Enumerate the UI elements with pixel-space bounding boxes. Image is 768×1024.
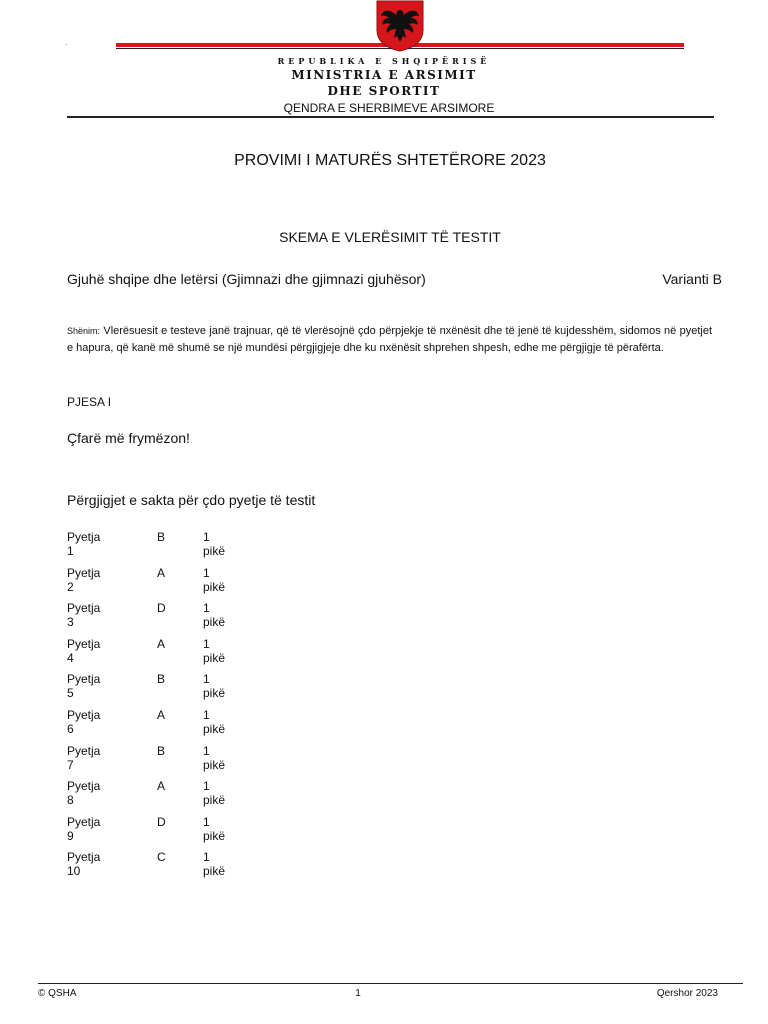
ministry-name [0,67,768,99]
part-heading: PJESA I [67,395,112,409]
points-value: 1 pikë [203,672,226,701]
question-label: Pyetja 9 [67,814,101,843]
answer-letter: A [157,779,166,794]
points-value: 1 pikë [203,601,226,630]
answer-letter: A [157,636,166,651]
answer-letter: A [157,565,166,580]
answer-letter: B [157,672,166,687]
footer-date: Qershor 2023 [656,988,718,999]
answer-letter: C [157,850,166,865]
points-value: 1 pikë [203,565,226,594]
points-value: 1 pikë [203,743,226,772]
question-label: Pyetja 7 [67,743,101,772]
page-subtitle: SKEMA E VLERËSIMIT TË TESTIT [279,229,501,245]
answer-letter: B [157,530,166,544]
note-text: Vlerësuesit e testeve janë trajnuar, që të vlerësojnë çdo përpjekje të nxënësit dhe të jenë të kujdesshëm, sidomos në pyetjet e hapura, që kanë më shumë se një mundësi përgjigjeje dhe ku nxënësit shprehen shpesh, edhe me përgjigje të përafërta. [67,325,712,354]
center-name: QENDRA E SHERBIMEVE ARSIMORE [283,101,495,115]
points-value: 1 pikë [203,636,226,665]
albanian-eagle-emblem-icon [375,0,425,52]
header-divider [67,116,714,118]
subject-label: Gjuhë shqipe dhe letërsi (Gjimnazi dhe gjimnazi gjuhësor) [67,271,426,287]
note-paragraph [67,323,712,357]
points-value: 1 pikë [203,530,226,558]
question-label: Pyetja 1 [67,530,101,558]
footer-divider [38,983,743,984]
question-label: Pyetja 3 [67,601,101,630]
question-label: Pyetja 4 [67,636,101,665]
answer-letter: B [157,743,166,758]
page-title: PROVIMI I MATURËS SHTETËRORE 2023 [234,152,546,169]
points-value: 1 pikë [203,814,226,843]
ministry-line-2: DHE SPORTIT [327,84,441,98]
theme-heading: Çfarë më frymëzon! [67,430,190,446]
variant-label: Varianti B [662,271,722,287]
answer-letter: A [157,707,166,722]
ministry-line-1: MINISTRIA E ARSIMIT [291,68,477,82]
question-label: Pyetja 8 [67,779,101,808]
question-label: Pyetja 2 [67,565,101,594]
note-label: Shënim: [67,326,101,336]
footer-copyright: © QSHA [38,988,77,999]
points-value: 1 pikë [203,707,226,736]
answers-heading: Përgjigjet e sakta për çdo pyetje të testit [67,492,316,508]
answer-letter: D [157,814,166,829]
points-value: 1 pikë [203,779,226,808]
republic-label: REPUBLIKA E SHQIPËRISË [277,56,491,66]
question-label: Pyetja 10 [67,850,101,879]
footer-page-number: 1 [355,988,361,999]
question-label: Pyetja 5 [67,672,101,701]
answer-letter: D [157,601,166,616]
speck-mark [66,44,67,45]
points-value: 1 pikë [203,850,226,879]
question-label: Pyetja 6 [67,707,101,736]
